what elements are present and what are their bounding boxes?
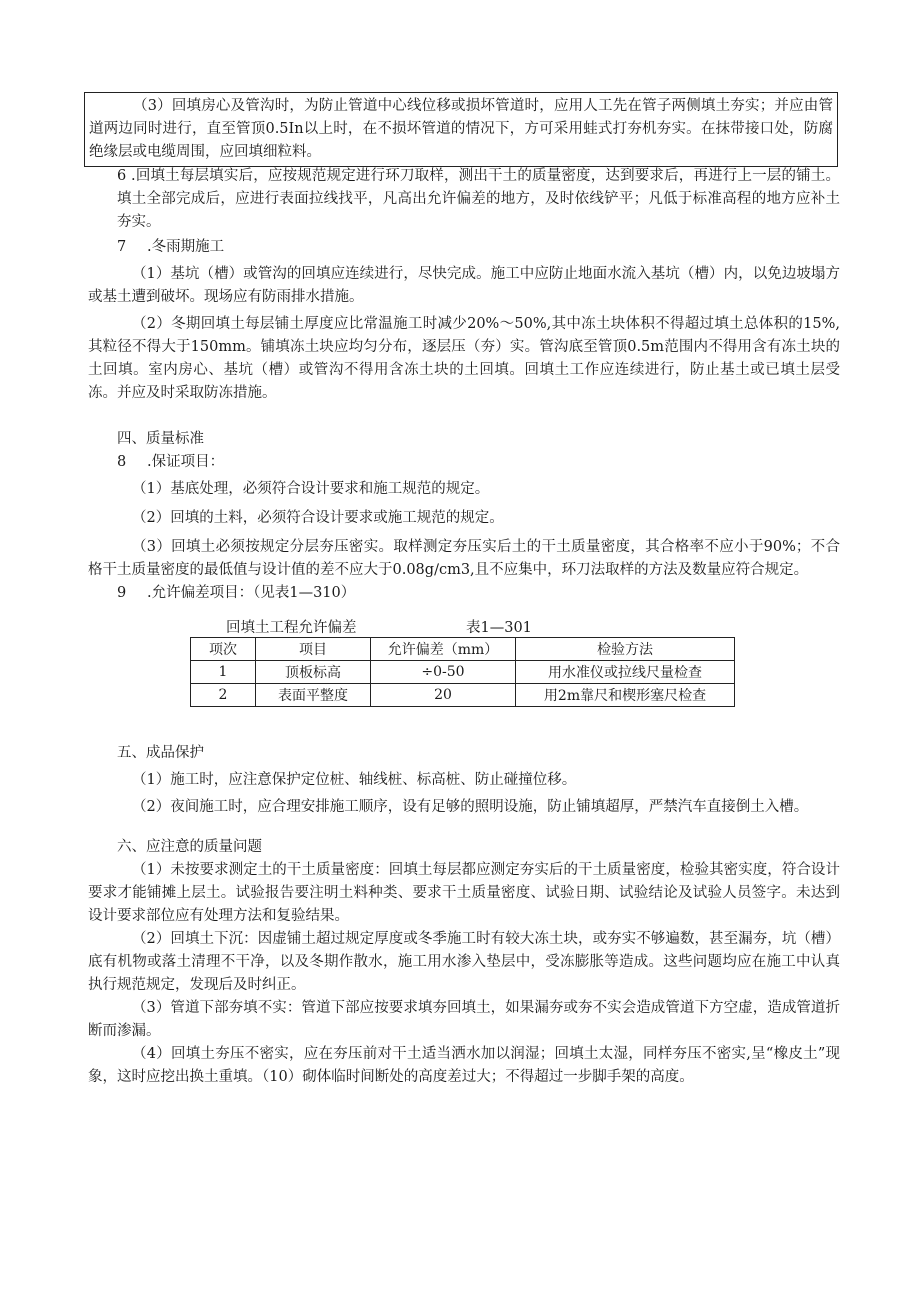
item-7-block (88, 236, 840, 405)
section-4-title: 四、质量标准 (117, 431, 204, 447)
section-4-paragraph-3: （3）回填土必须按规定分层夯压密实。取样测定夯压实后土的干土质量密度，其合格率不应小于90%；不合格干土质量密度的最低值与设计值的差不应大于0.08g∕cm3,且不应集中，环刀法取样的方法及数量应符合规定。 (88, 539, 840, 578)
tolerance-table (190, 637, 735, 707)
item-7-paragraph-2: （2）冬期回填土每层铺土厚度应比常温施工时减少20%～50%,其中冻土块体积不得超过填土总体积的15%,其粒径不得大于150mm。铺填冻土块应均匀分布，逐层压（夯）实。管沟底至管顶0.5m范围内不得用含有冻土块的土回填。室内房心、基坑（槽）或管沟不得用含冻土块的土回填。回填土工作应连续进行，防止基土或已填土层受冻。并应及时采取防冻措施。 (88, 316, 840, 401)
table-cell: 顶板标高 (256, 661, 371, 684)
table-cell: 用水准仪或拉线尺量检查 (516, 661, 735, 684)
table-header-cell: 检验方法 (516, 638, 735, 661)
section-4 (88, 428, 840, 605)
item-8-title: .保证项目： (147, 454, 225, 470)
table-header-cell: 允许偏差（mm） (371, 638, 516, 661)
table-cell: 20 (371, 684, 516, 707)
item-6-block (88, 165, 840, 234)
section-6 (88, 836, 840, 1089)
section-6-paragraph-1: （1）未按要求测定土的干土质量密度：回填土每层都应测定夯实后的干土质量密度，检验其密实度，符合设计要求才能铺摊上层土。试验报告要注明土料种类、要求干土质量密度、试验日期、试验结论及试验人员签字。未达到设计要求部位应有处理方法和复验结果。 (88, 862, 840, 924)
table-cell: ÷0-50 (371, 661, 516, 684)
table-header-row (191, 638, 735, 661)
boxed-paragraph: （3）回填房心及管沟时，为防止管道中心线位移或损坏管道时，应用人工先在管子两侧填土夯实；并应由管道两边同时进行，直至管顶0.5In以上时，在不损坏管道的情况下，方可采用蛙式打夯机夯实。在抹带接口处，防腐绝缘层或电缆周围，应回填细粒料。 (89, 98, 833, 160)
item-7-number: 7 (117, 239, 127, 255)
item-7-title: .冬雨期施工 (147, 239, 225, 255)
table-title: 回填土工程允许偏差 (226, 620, 357, 636)
item-9-number: 9 (117, 585, 127, 601)
item-6-text: .回填土每层填实后，应按规范规定进行环刀取样，测出干土的质量密度，达到要求后，再进行上一层的铺土。填土全部完成后，应进行表面拉线找平，凡高出允许偏差的地方，及时依线铲平；凡低于标准高程的地方应补土夯实。 (117, 168, 841, 230)
table-header-cell: 项目 (256, 638, 371, 661)
section-6-paragraph-2: （2）回填土下沉：因虚铺土超过规定厚度或冬季施工时有较大冻土块，或夯实不够遍数，甚至漏夯，坑（槽）底有机物或落土清理不干净，以及冬期作散水，施工用水渗入垫层中，受冻膨胀等造成。这些问题均应在施工中认真执行规范规定，发现后及时纠正。 (88, 931, 840, 993)
table-row (191, 684, 735, 707)
item-7-paragraph-1: （1）基坑（槽）或管沟的回填应连续进行，尽快完成。施工中应防止地面水流入基坑（槽）内，以免边坡塌方或基土遭到破坏。现场应有防雨排水措施。 (88, 266, 840, 305)
item-8-number: 8 (117, 454, 127, 470)
table-row (191, 661, 735, 684)
section-5-paragraph-2: （2）夜间施工时，应合理安排施工顺序，设有足够的照明设施，防止铺填超厚，严禁汽车直接倒土入槽。 (132, 799, 809, 815)
section-5 (88, 742, 840, 819)
section-6-title: 六、应注意的质量问题 (117, 839, 262, 855)
section-4-paragraph-1: （1）基底处理，必须符合设计要求和施工规范的规定。 (132, 481, 490, 497)
table-cell: 1 (191, 661, 256, 684)
item-8-heading (88, 451, 840, 474)
item-6-paragraph (88, 165, 840, 234)
section-6-paragraph-4: （4）回填土夯压不密实，应在夯压前对干土适当洒水加以润湿；回填土太湿，同样夯压不密实,呈“橡皮土”现象，这时应挖出换土重填。（10）砌体临时间断处的高度差过大；不得超过一步脚手架的高度。 (88, 1046, 840, 1085)
section-5-title: 五、成品保护 (117, 745, 204, 761)
section-5-paragraph-1: （1）施工时，应注意保护定位桩、轴线桩、标高桩、防止碰撞位移。 (132, 772, 577, 788)
table-cell: 表面平整度 (256, 684, 371, 707)
table-cell: 2 (191, 684, 256, 707)
item-6-number: 6 (117, 168, 127, 184)
section-4-paragraph-2: （2）回填的土料，必须符合设计要求或施工规范的规定。 (132, 510, 504, 526)
table-cell: 用2m靠尺和楔形塞尺检查 (516, 684, 735, 707)
boxed-note (84, 92, 838, 167)
item-9-heading (88, 582, 840, 605)
table-header-cell: 项次 (191, 638, 256, 661)
item-7-heading (88, 236, 840, 259)
section-6-paragraph-3: （3）管道下部夯填不实：管道下部应按要求填夯回填土，如果漏夯或夯不实会造成管道下方空虚，造成管道折断而渗漏。 (88, 1000, 840, 1039)
item-9-title: .允许偏差项目：（见表1—310） (147, 585, 356, 601)
table-number: 表1—301 (466, 620, 532, 636)
